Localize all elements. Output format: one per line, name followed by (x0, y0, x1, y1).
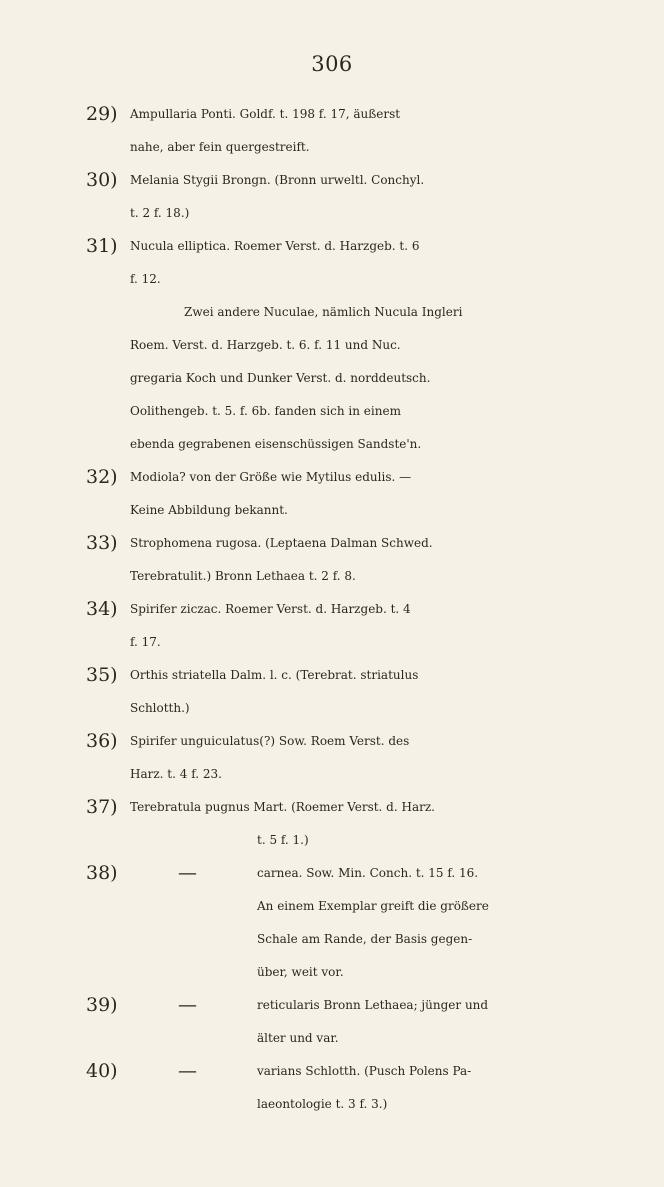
entry-40 (0, 1055, 664, 1121)
entry-line: über, weit vor. (257, 965, 344, 979)
entry-line: Strophomena rugosa. (Leptaena Dalman Schwed. (130, 536, 433, 550)
entry-33 (0, 527, 664, 593)
entry-line: Spirifer unguiculatus(?) Sow. Roem Verst. des (130, 734, 410, 748)
entry-29 (0, 98, 664, 164)
entry-line: Keine Abbildung bekannt. (130, 503, 288, 517)
entry-line: t. 5 f. 1.) (257, 833, 309, 847)
paragraph-line: ebenda gegrabenen eisenschüssigen Sandste'n. (130, 437, 422, 451)
entry-line: Terebratulit.) Bronn Lethaea t. 2 f. 8. (130, 569, 356, 583)
entry-line: reticularis Bronn Lethaea; jünger und (257, 998, 489, 1012)
entry-36 (0, 725, 664, 791)
entry-list (0, 98, 664, 1121)
entry-line: Ampullaria Ponti. Goldf. t. 198 f. 17, äußerst (130, 107, 401, 121)
entry-number: 30) (86, 169, 118, 191)
entry-line: f. 12. (130, 272, 161, 286)
entry-37 (0, 791, 664, 857)
entry-line: Schlotth.) (130, 701, 190, 715)
entry-line: Terebratula pugnus Mart. (Roemer Verst. d. Harz. (130, 800, 435, 814)
entry-30 (0, 164, 664, 230)
entry-38 (0, 857, 664, 989)
entry-number: 36) (86, 730, 118, 752)
entry-line: An einem Exemplar greift die größere (257, 899, 489, 913)
entry-number: 37) (86, 796, 118, 818)
entry-31 (0, 230, 664, 461)
page-number: 306 (311, 52, 353, 76)
entry-line: Melania Stygii Brongn. (Bronn urweltl. Conchyl. (130, 173, 425, 187)
entry-34 (0, 593, 664, 659)
entry-line: varians Schlotth. (Pusch Polens Pa- (257, 1064, 472, 1078)
ditto-dash: — (178, 994, 197, 1016)
entry-number: 33) (86, 532, 118, 554)
entry-number: 29) (86, 103, 118, 125)
entry-32 (0, 461, 664, 527)
entry-line: carnea. Sow. Min. Conch. t. 15 f. 16. (257, 866, 479, 880)
entry-number: 35) (86, 664, 118, 686)
entry-line: Nucula elliptica. Roemer Verst. d. Harzgeb. t. 6 (130, 239, 420, 253)
entry-number: 31) (86, 235, 118, 257)
entry-number: 40) (86, 1060, 118, 1082)
entry-line: Spirifer ziczac. Roemer Verst. d. Harzgeb. t. 4 (130, 602, 411, 616)
entry-line: Schale am Rande, der Basis gegen- (257, 932, 473, 946)
entry-line: nahe, aber fein quergestreift. (130, 140, 310, 154)
entry-35 (0, 659, 664, 725)
entry-39 (0, 989, 664, 1055)
entry-number: 39) (86, 994, 118, 1016)
paragraph-line: Zwei andere Nuculae, nämlich Nucula Ingleri (184, 305, 463, 319)
entry-line: laeontologie t. 3 f. 3.) (257, 1097, 388, 1111)
entry-line: t. 2 f. 18.) (130, 206, 190, 220)
paragraph-line: Roem. Verst. d. Harzgeb. t. 6. f. 11 und Nuc. (130, 338, 401, 352)
ditto-dash: — (178, 1060, 197, 1082)
entry-number: 38) (86, 862, 118, 884)
entry-line: f. 17. (130, 635, 161, 649)
entry-line: Harz. t. 4 f. 23. (130, 767, 222, 781)
paragraph-line: gregaria Koch und Dunker Verst. d. norddeutsch. (130, 371, 431, 385)
entry-line: Orthis striatella Dalm. l. c. (Terebrat. striatulus (130, 668, 419, 682)
entry-line: älter und var. (257, 1031, 339, 1045)
ditto-dash: — (178, 862, 197, 884)
entry-line: Modiola? von der Größe wie Mytilus edulis. — (130, 470, 412, 484)
entry-number: 34) (86, 598, 118, 620)
paragraph-line: Oolithengeb. t. 5. f. 6b. fanden sich in einem (130, 404, 401, 418)
entry-number: 32) (86, 466, 118, 488)
